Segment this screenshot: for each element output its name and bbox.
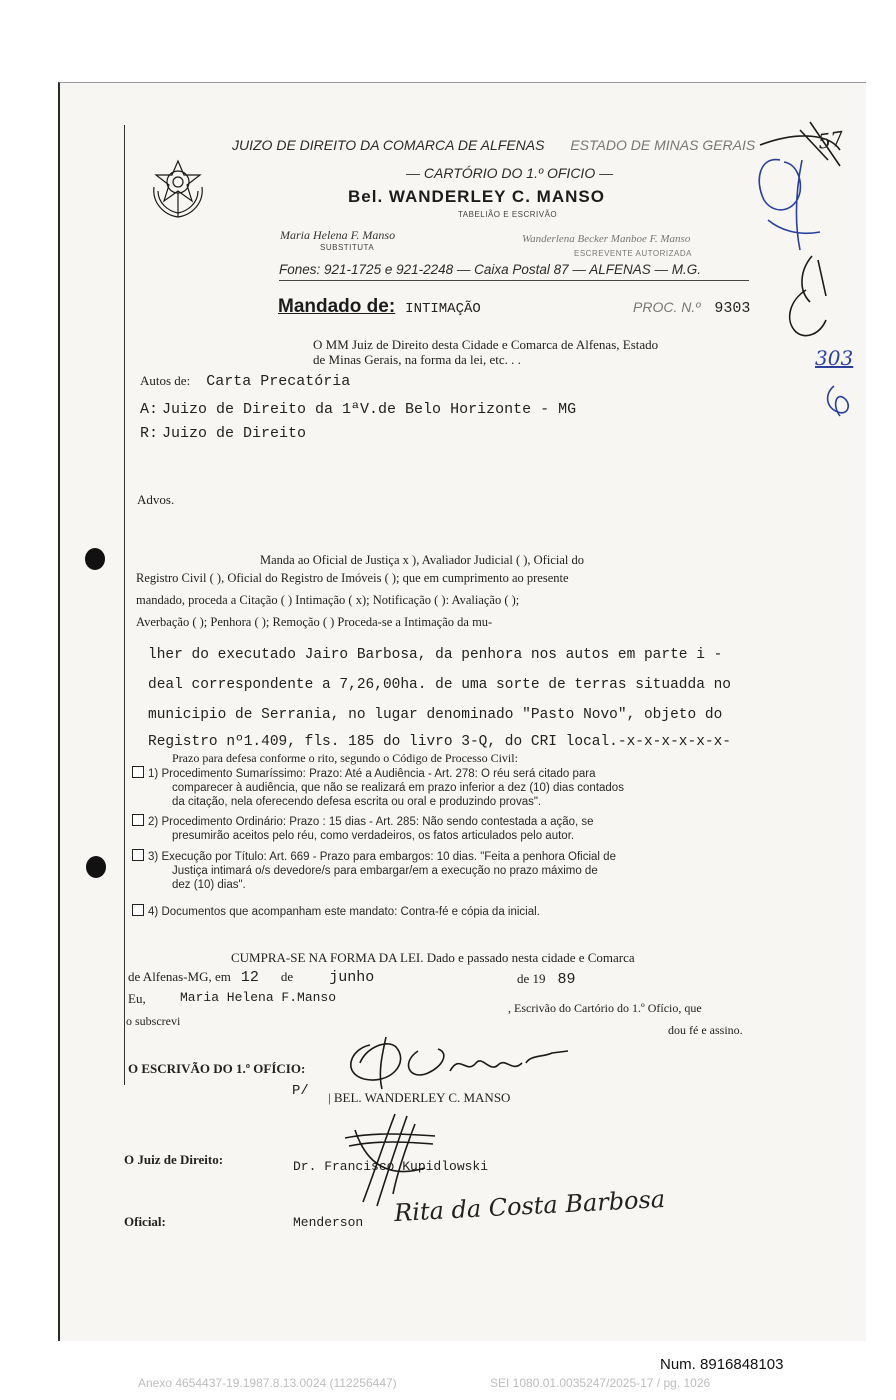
option-3 — [132, 849, 616, 892]
body-line-6: deal correspondente a 7,26,00ha. de uma sorte de terras situadda no — [148, 677, 731, 693]
autos-row — [140, 372, 350, 390]
proc-number: 9303 — [714, 300, 751, 317]
escrivao-name: | BEL. WANDERLEY C. MANSO — [328, 1090, 511, 1105]
year-line — [517, 970, 576, 988]
eu-text: Eu, — [128, 991, 146, 1006]
year-prefix: de 19 — [517, 971, 546, 986]
body-line-8: Registro nº1.409, fls. 185 do livro 3-Q, do CRI local.-x-x-x-x-x-x- — [148, 734, 731, 750]
option-1-line-2: comparecer à audiência, que não se realizará em prazo inferior a dez (10) dias contados — [172, 782, 624, 794]
juiz-signature-icon — [335, 1110, 445, 1210]
advos-label: Advos. — [137, 492, 175, 507]
escrevente-name: Wanderlena Becker Manboe F. Manso — [522, 233, 691, 245]
city-text: de Alfenas-MG, em — [128, 969, 231, 984]
option-3-checkbox[interactable] — [132, 849, 144, 861]
court-name: JUIZO DE DIREITO DA COMARCA DE ALFENAS — [232, 137, 545, 153]
substituta-role: SUBSTITUTA — [320, 243, 375, 252]
punch-hole-upper — [85, 548, 105, 570]
prazo-intro: Prazo para defesa conforme o rito, segundo o Código de Processo Civil: — [172, 751, 518, 765]
autos-label: Autos de: — [140, 373, 191, 388]
option-4 — [132, 904, 540, 919]
dou-fe-text: dou fé e assino. — [668, 1023, 743, 1037]
option-3-number: 3) — [148, 851, 159, 863]
option-1-line-3: da citação, nela oferecendo defesa escrita ou oral e produzindo provas". — [172, 796, 542, 808]
substituta-name: Maria Helena F. Manso — [280, 228, 396, 242]
r-label: R: — [140, 425, 159, 442]
autos-value: Carta Precatória — [206, 373, 351, 390]
body-line-2: Registro Civil ( ), Oficial do Registro de Imóveis ( ); que em cumprimento ao presente — [136, 571, 569, 585]
mandado-line — [278, 296, 481, 318]
state-name: ESTADO DE MINAS GERAIS — [570, 137, 756, 153]
day-value: 12 — [240, 969, 259, 986]
proc-number-line — [633, 299, 750, 317]
oficial-name: Menderson — [293, 1215, 364, 1230]
juiz-label: O Juiz de Direito: — [124, 1152, 224, 1167]
option-1-number: 1) — [148, 768, 159, 780]
body-line-4: Averbação ( ); Penhora ( ); Remoção ( ) Proceda-se a Intimação da mu- — [136, 615, 493, 629]
a-label: A: — [140, 401, 159, 418]
sei-reference: SEI 1080.01.0035247/2025-17 / pg. 1026 — [490, 1376, 711, 1390]
margin-annotations-icon — [740, 120, 860, 440]
document-number: Num. 8916848103 — [660, 1356, 784, 1373]
option-2-line-1: Procedimento Ordinário: Prazo : 15 dias - Art. 285: Não sendo contestada a ação, se — [161, 816, 594, 828]
option-1-line-1: Procedimento Sumaríssimo: Prazo: Até a Audiência - Art. 278: O réu será citado para — [161, 768, 596, 780]
option-4-number: 4) — [148, 906, 159, 918]
option-2-number: 2) — [148, 816, 159, 828]
r-value: Juizo de Direito — [162, 425, 307, 442]
contact-underline — [279, 280, 749, 281]
date-line — [128, 968, 374, 986]
escrivao-signature-icon — [330, 1033, 580, 1093]
de-text: de — [280, 969, 294, 984]
court-header — [232, 137, 755, 153]
p-mark: P/ — [292, 1083, 309, 1099]
option-4-line-1: Documentos que acompanham este mandato: Contra-fé e cópia da inicial. — [161, 906, 540, 918]
coat-of-arms-icon — [148, 157, 208, 221]
option-1-checkbox[interactable] — [132, 766, 144, 778]
cartorio-line: — CARTÓRIO DO 1.º OFICIO — — [406, 165, 614, 181]
side-number: 303 — [815, 346, 854, 370]
anexo-reference: Anexo 4654437-19.1987.8.13.0024 (112256447) — [138, 1376, 397, 1390]
margin-line — [124, 125, 125, 1085]
titular-role: TABELIÃO E ESCRIVÃO — [458, 210, 558, 219]
titular-name: Bel. WANDERLEY C. MANSO — [348, 187, 605, 206]
proc-label: PROC. N.º — [633, 299, 701, 315]
body-line-5: lher do executado Jairo Barbosa, da penhora nos autos em parte i - — [148, 647, 723, 663]
r-row — [140, 424, 306, 442]
option-2 — [132, 814, 594, 843]
mandado-label: Mandado de: — [278, 296, 396, 317]
body-line-3: mandado, proceda a Citação ( ) Intimação ( x); Notificação ( ): Avaliação ( ); — [136, 593, 520, 607]
oficial-label: Oficial: — [124, 1214, 166, 1229]
body-line-1: Manda ao Oficial de Justiça x ), Avaliador Judicial ( ), Oficial do — [260, 553, 584, 567]
a-value: Juizo de Direito da 1ªV.de Belo Horizonte - MG — [162, 401, 577, 418]
juiz-name: Dr. Francisco Kupidlowski — [293, 1159, 489, 1174]
mandado-type: INTIMAÇÃO — [405, 301, 481, 317]
option-4-checkbox[interactable] — [132, 904, 144, 916]
a-row — [140, 400, 576, 418]
year-value: 89 — [557, 971, 576, 988]
option-2-line-2: presumirão aceitos pelo réu, como verdadeiros, os fatos articulados pelo autor. — [172, 830, 575, 842]
month-value: junho — [329, 969, 375, 986]
escrivao-typed-name: Maria Helena F.Manso — [180, 990, 337, 1005]
closing-line-1: CUMPRA-SE NA FORMA DA LEI. Dado e passado nesta cidade e Comarca — [231, 950, 635, 965]
option-3-line-1: Execução por Título: Art. 669 - Prazo para embargos: 10 dias. "Feita a penhora Oficial de — [161, 851, 616, 863]
punch-hole-lower — [86, 856, 106, 878]
subscrevi-text: o subscrevi — [126, 1014, 181, 1028]
contact-line: Fones: 921-1725 e 921-2248 — Caixa Postal 87 — ALFENAS — M.G. — [279, 262, 701, 277]
escrivao-label: O ESCRIVÃO DO 1.º OFÍCIO: — [128, 1061, 306, 1076]
option-3-line-3: dez (10) dias". — [172, 879, 246, 891]
preamble-line-2: de Minas Gerais, na forma da lei, etc. . . — [313, 352, 521, 367]
preamble-line-1: O MM Juiz de Direito desta Cidade e Comarca de Alfenas, Estado — [313, 337, 659, 352]
oficial-signature: Rita da Costa Barbosa — [393, 1184, 666, 1228]
escrevente-role: ESCREVENTE AUTORIZADA — [574, 249, 692, 258]
escrivao-text: , Escrivão do Cartório do 1.º Ofício, que — [508, 1001, 702, 1015]
option-3-line-2: Justiça intimará o/s devedore/s para embargar/em a execução no prazo máximo de — [172, 865, 598, 877]
option-1 — [132, 766, 624, 809]
top-right-number: 57 — [816, 126, 845, 154]
body-line-7: municipio de Serrania, no lugar denominado "Pasto Novo", objeto do — [148, 707, 723, 723]
option-2-checkbox[interactable] — [132, 814, 144, 826]
